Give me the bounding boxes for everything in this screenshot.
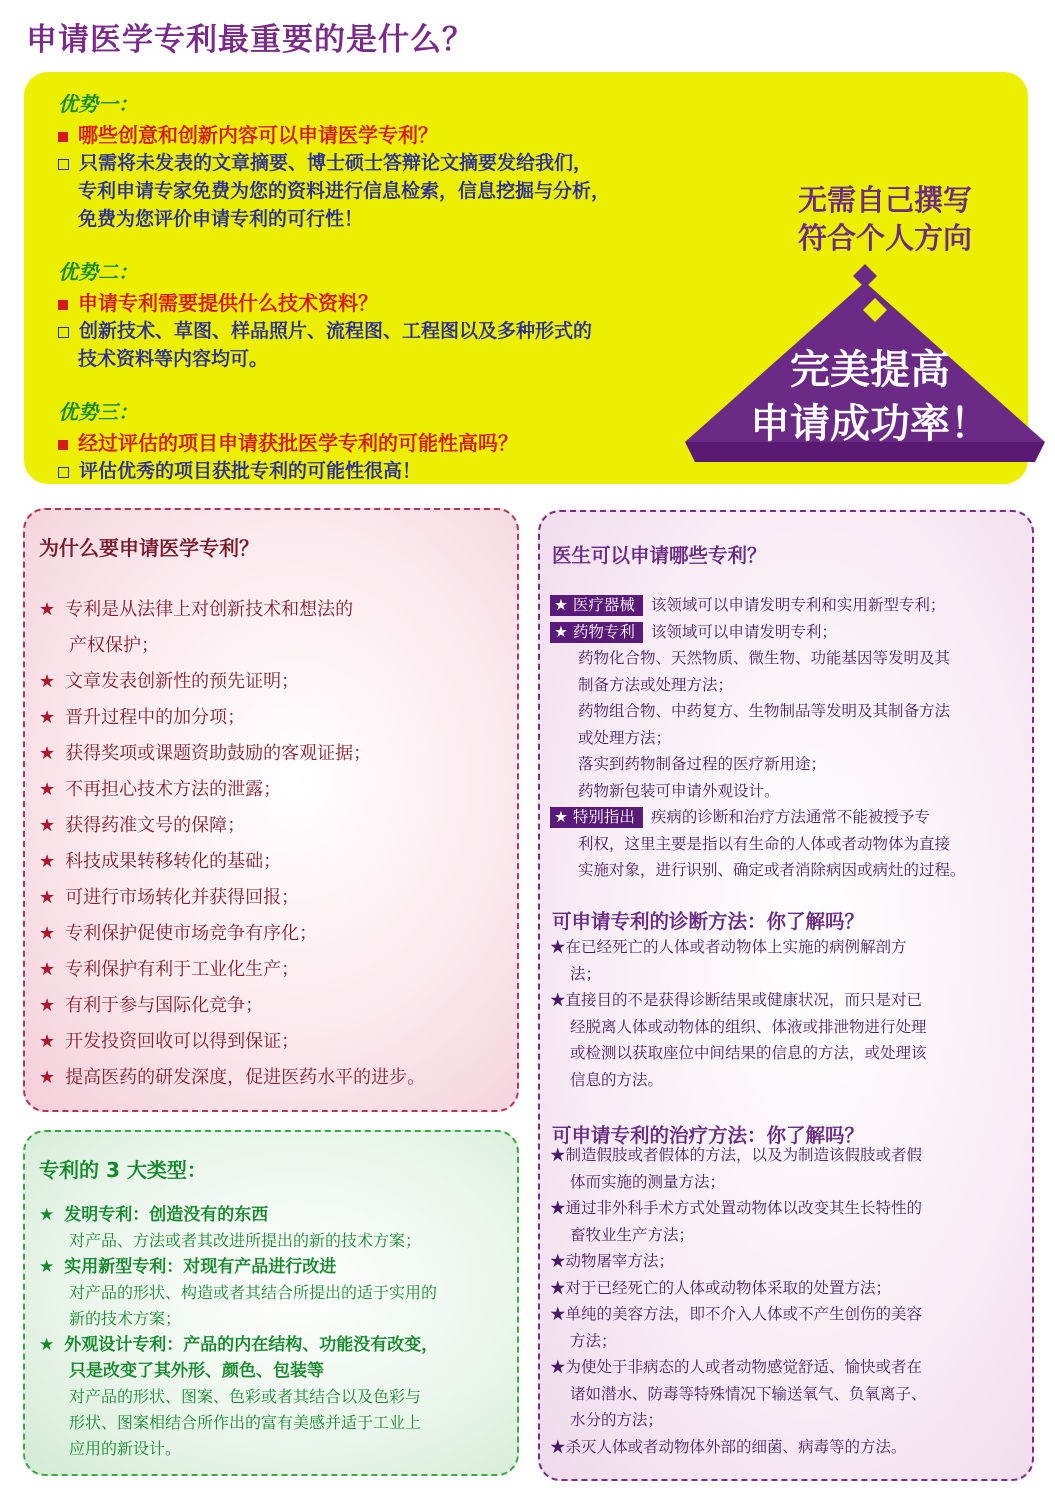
list-item: ★ 获得奖项或课题资助鼓励的客观证据； bbox=[39, 743, 372, 764]
advantage-answer: 技术资料等内容均可。 bbox=[78, 348, 269, 370]
device-text: 该领域可以申请发明专利和实用新型专利； bbox=[650, 596, 946, 614]
star-icon: ★ bbox=[39, 923, 56, 944]
type-title: ★ 实用新型专利：对现有产品进行改进 bbox=[39, 1257, 337, 1277]
advantage-answer: 评估优秀的项目获批专利的可能性很高！ bbox=[79, 460, 422, 482]
list-item: ★在已经死亡的人体或者动物体上实施的病例解剖方 bbox=[550, 938, 907, 956]
type-title: 只是改变了其外形、颜色、包装等 bbox=[69, 1361, 324, 1381]
type-desc: 对产品的形状、构造或者其结合所提出的适于实用的 bbox=[69, 1283, 438, 1302]
advantage-1 bbox=[58, 88, 778, 233]
why-title: 为什么要申请医学专利？ bbox=[39, 536, 259, 560]
special-line: 实施对象，进行识别、确定或者消除病因或病灶的过程。 bbox=[578, 861, 966, 879]
drug-line: 药物组合物、中药复方、生物制品等发明及其制备方法 bbox=[578, 702, 951, 720]
star-icon: ★ bbox=[39, 1031, 56, 1052]
list-item: 水分的方法； bbox=[570, 1411, 664, 1429]
star-icon: ★ bbox=[39, 1335, 55, 1355]
list-item: 或检测以获取座位中间结果的信息的方法，或处理该 bbox=[570, 1044, 927, 1062]
star-icon: ★ bbox=[39, 959, 56, 980]
advantage-head: 优势一： bbox=[58, 92, 138, 116]
drug-tag: ★ 药物专利 bbox=[550, 622, 643, 643]
advantage-3 bbox=[58, 396, 778, 485]
advantage-head: 优势三： bbox=[58, 400, 138, 424]
device-tag: ★ 医疗器械 bbox=[550, 595, 643, 616]
type-desc: 形状、图案相结合所作出的富有美感并适于工业上 bbox=[69, 1413, 422, 1432]
type-desc: 对产品、方法或者其改进所提出的新的技术方案； bbox=[69, 1231, 422, 1250]
checkbox-square-icon bbox=[58, 467, 69, 478]
star-icon: ★ bbox=[39, 599, 56, 620]
star-icon: ★ bbox=[39, 743, 56, 764]
list-item: 诸如潜水、防毒等特殊情况下输送氧气、负氧离子、 bbox=[570, 1384, 927, 1403]
diagnosis-title: 可申请专利的诊断方法：你了解吗？ bbox=[552, 910, 865, 933]
list-item: ★ 晋升过程中的加分项； bbox=[39, 707, 246, 728]
red-square-icon bbox=[58, 440, 68, 450]
type-title: ★ 发明专利：创造没有的东西 bbox=[39, 1205, 269, 1225]
star-icon: ★ bbox=[39, 887, 56, 908]
why-list bbox=[39, 592, 509, 1096]
patent-types-box bbox=[23, 1130, 519, 1476]
star-icon: ★ bbox=[39, 779, 56, 800]
drug-line: 药物新包装可申请外观设计。 bbox=[578, 781, 780, 800]
list-item: 经脱离人体或动物体的组织、体液或排泄物进行处理 bbox=[570, 1017, 927, 1036]
advantage-question: 经过评估的项目申请获批医学专利的可能性高吗？ bbox=[78, 431, 518, 455]
red-square-icon bbox=[58, 300, 68, 310]
list-item: 方法； bbox=[570, 1331, 617, 1350]
list-item: ★杀灭人体或者动物体外部的细菌、病毒等的方法。 bbox=[550, 1437, 907, 1456]
page-title: 申请医学专利最重要的是什么？ bbox=[26, 22, 474, 58]
star-icon: ★ bbox=[39, 995, 56, 1016]
list-item: ★单纯的美容方法，即不介入人体或不产生创伤的美容 bbox=[550, 1305, 923, 1323]
list-item: ★通过非外科手术方式处置动物体以改变其生长特性的 bbox=[550, 1199, 923, 1217]
list-item: ★ 可进行市场转化并获得回报； bbox=[39, 887, 300, 908]
doctor-title: 医生可以申请哪些专利？ bbox=[552, 544, 767, 567]
list-item: ★ 有利于参与国际化竞争； bbox=[39, 995, 264, 1016]
star-icon: ★ bbox=[39, 1205, 55, 1225]
list-item: 体而实施的测量方法； bbox=[570, 1172, 726, 1191]
list-item: ★ 不再担心技术方法的泄露； bbox=[39, 779, 282, 800]
advantage-question: 哪些创意和创新内容可以申请医学专利？ bbox=[78, 123, 438, 147]
drug-line: 落实到药物制备过程的医疗新用途； bbox=[578, 755, 827, 773]
special-tag: ★ 特别指出 bbox=[550, 807, 643, 828]
type-desc: 对产品的形状、图案、色彩或者其结合以及色彩与 bbox=[69, 1387, 422, 1406]
star-icon: ★ bbox=[39, 1067, 56, 1088]
list-item: ★ 专利保护促使市场竞争有序化； bbox=[39, 923, 318, 944]
advantage-answer: 免费为您评价申请专利的可行性！ bbox=[78, 208, 364, 230]
list-item: ★ 科技成果转移转化的基础； bbox=[39, 851, 282, 872]
list-item: ★ 专利保护有利于工业化生产； bbox=[39, 959, 300, 980]
advantage-question: 申请专利需要提供什么技术资料？ bbox=[78, 291, 378, 315]
list-item: ★动物屠宰方法； bbox=[550, 1252, 675, 1270]
star-icon: ★ bbox=[39, 815, 56, 836]
list-item: ★ 提高医药的研发深度，促进医药水平的进步。 bbox=[39, 1067, 426, 1088]
advantage-head: 优势二： bbox=[58, 260, 138, 284]
diagnosis-list bbox=[550, 934, 1020, 1093]
red-square-icon bbox=[58, 132, 68, 142]
list-item: ★制造假肢或者假体的方法，以及为制造该假肢或者假 bbox=[550, 1146, 923, 1164]
list-item: ★ 专利是从法律上对创新技术和想法的 bbox=[39, 599, 354, 620]
special-text: 疾病的诊断和治疗方法通常不能被授予专 bbox=[650, 808, 930, 826]
slogan-line-2: 符合个人方向 bbox=[797, 221, 972, 255]
list-item: ★ 文章发表创新性的预先证明； bbox=[39, 671, 300, 692]
drug-text: 该领域可以申请发明专利； bbox=[650, 622, 837, 641]
list-item: ★ 获得药准文号的保障； bbox=[39, 815, 246, 836]
treatment-list bbox=[550, 1142, 1020, 1460]
list-item: ★为使处于非病态的人或者动物感觉舒适、愉快或者在 bbox=[550, 1358, 923, 1376]
list-item: ★ 开发投资回收可以得到保证； bbox=[39, 1031, 300, 1052]
type-desc: 新的技术方案； bbox=[69, 1309, 182, 1328]
checkbox-square-icon bbox=[58, 159, 69, 170]
treatment-title: 可申请专利的治疗方法：你了解吗？ bbox=[552, 1124, 865, 1147]
checkbox-square-icon bbox=[58, 327, 69, 338]
slogan-line-1: 无需自己撰写 bbox=[797, 183, 972, 217]
doctor-section bbox=[550, 592, 1020, 884]
drug-line: 或处理方法； bbox=[578, 728, 672, 747]
advantage-answer: 只需将未发表的文章摘要、博士硕士答辩论文摘要发给我们， bbox=[79, 152, 593, 174]
advantage-answer: 专利申请专家免费为您的资料进行信息检索，信息挖掘与分析， bbox=[78, 180, 611, 202]
list-item: 法； bbox=[570, 964, 602, 983]
star-icon: ★ bbox=[39, 851, 56, 872]
special-line: 利权，这里主要是指以有生命的人体或者动物体为直接 bbox=[578, 834, 951, 853]
advantage-2 bbox=[58, 256, 778, 373]
drug-line: 药物化合物、天然物质、微生物、功能基因等发明及其 bbox=[578, 649, 951, 667]
list-item: ★直接目的不是获得诊断结果或健康状况，而只是对已 bbox=[550, 991, 923, 1009]
list-item: 产权保护； bbox=[69, 635, 159, 656]
big-slogan-2: 申请成功率！ bbox=[750, 401, 990, 447]
big-slogan-1: 完美提高 bbox=[790, 347, 950, 393]
why-apply-box bbox=[23, 508, 519, 1112]
drug-line: 制备方法或处理方法； bbox=[578, 675, 734, 694]
list-item: 信息的方法。 bbox=[570, 1070, 664, 1089]
advantage-answer: 创新技术、草图、样品照片、流程图、工程图以及多种形式的 bbox=[79, 320, 593, 342]
star-icon: ★ bbox=[39, 671, 56, 692]
list-item: ★对于已经死亡的人体或动物体采取的处置方法； bbox=[550, 1278, 892, 1297]
types-list bbox=[39, 1202, 509, 1462]
types-title: 专利的 3 大类型： bbox=[39, 1158, 207, 1182]
type-title: ★ 外观设计专利：产品的内在结构、功能没有改变， bbox=[39, 1335, 439, 1355]
star-icon: ★ bbox=[39, 1257, 55, 1277]
star-icon: ★ bbox=[39, 707, 56, 728]
list-item: 畜牧业生产方法； bbox=[570, 1225, 695, 1244]
doctor-patents-box bbox=[538, 510, 1034, 1481]
type-desc: 应用的新设计。 bbox=[69, 1439, 182, 1458]
